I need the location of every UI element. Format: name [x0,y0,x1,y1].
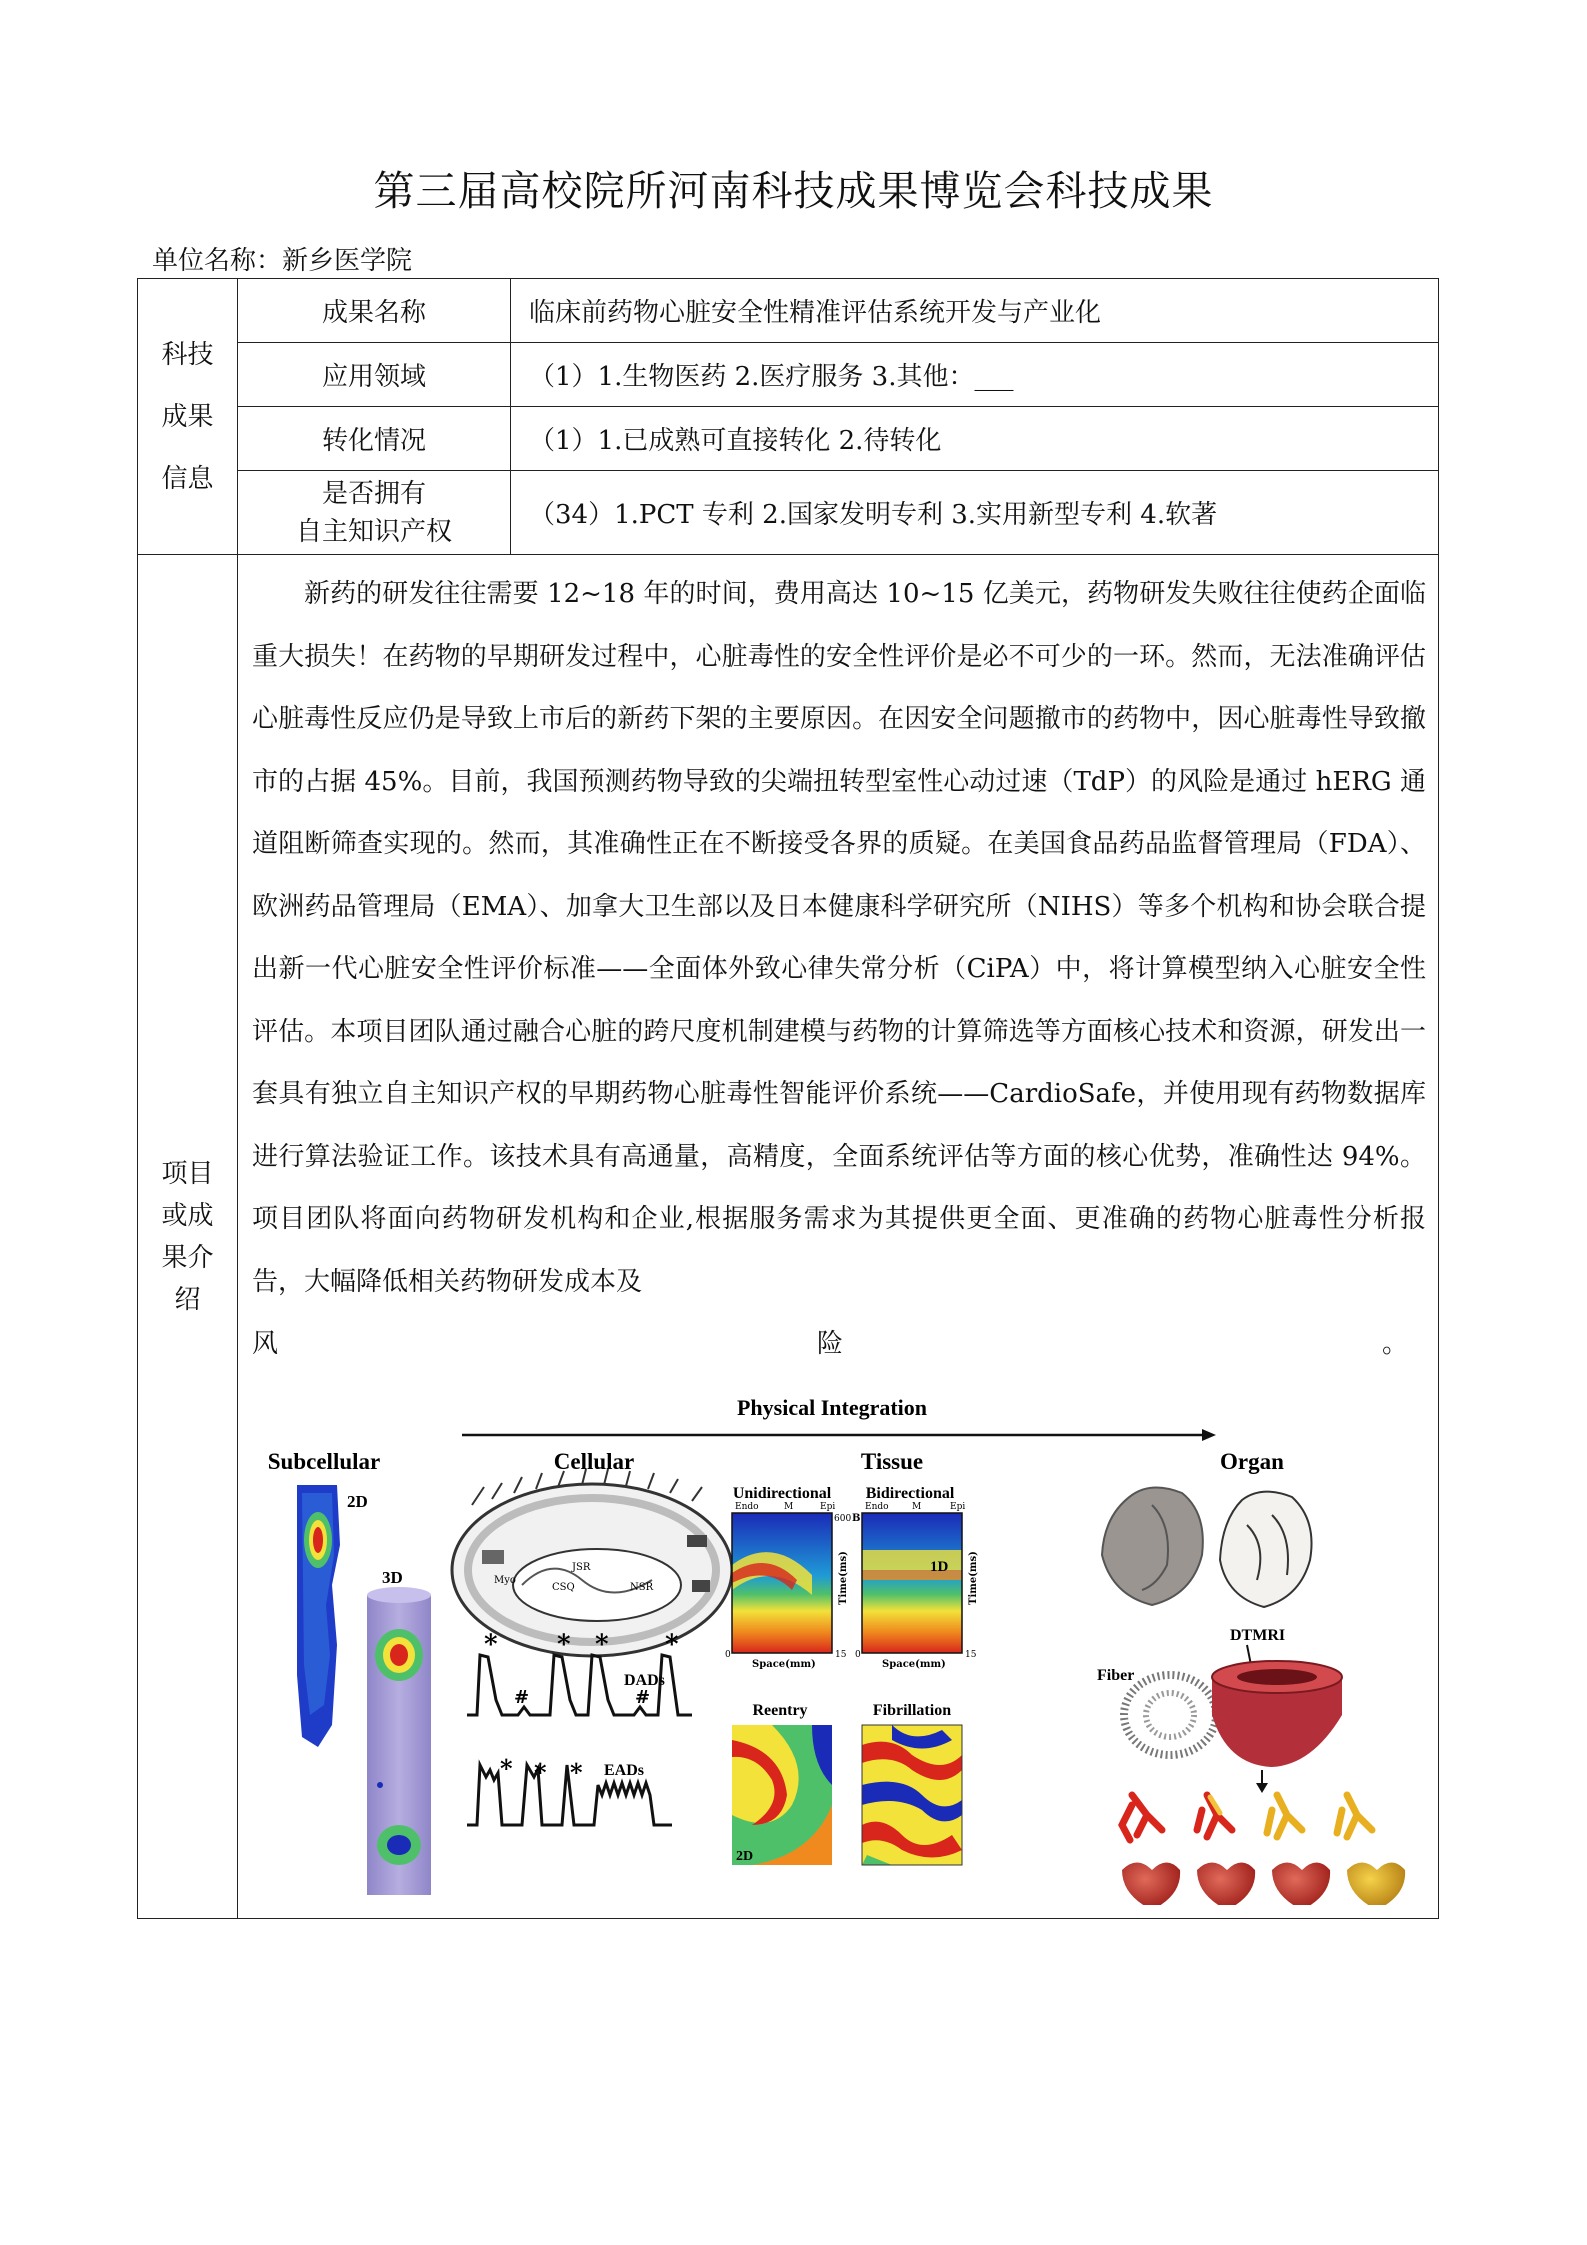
cell-schematic [452,1469,732,1656]
bidirectional-title: Bidirectional [865,1485,955,1502]
cell-label-csq: CSQ [552,1582,575,1593]
reentry-title: Reentry [752,1702,808,1719]
action-potential-traces [467,1630,692,1825]
bi-zero: 0 [855,1650,861,1660]
uni-m-label: M [784,1502,794,1512]
ap-hash-1: # [514,1687,530,1708]
intro-last-line [252,1313,1426,1375]
intro-last-char-3: 。 [1381,1329,1408,1359]
uni-zero: 0 [725,1650,731,1660]
reentry-2d-label: 2D [736,1849,754,1864]
intro-cell [238,555,1439,1919]
bi-endo-label: Endo [865,1502,889,1512]
subcellular-3d-model [367,1568,431,1895]
cell-label-jsr: JSR [572,1562,591,1573]
subcellular-2d-label: 2D [347,1492,368,1511]
cell-label-nsr: NSR [630,1582,654,1593]
multiscale-heart-model-figure [252,1385,1412,1905]
uni-600: 600 [834,1514,852,1524]
fiber-label: Fiber [1097,1667,1135,1684]
bi-fifteen: 15 [965,1650,977,1660]
ap-star-1: * [484,1630,498,1660]
figure-arrow-label: Physical Integration [736,1395,928,1420]
ap-star-5: * [500,1754,513,1783]
bi-space-axis: Space(mm) [882,1659,946,1670]
tissue-bidirectional-panel [852,1485,979,1670]
uni-fifteen: 15 [835,1650,847,1660]
result-name-value: 临床前药物心脏安全性精准评估系统开发与产业化 [511,279,1439,343]
organ-small-hearts [1122,1863,1405,1906]
results-table [137,278,1439,1919]
result-name-label: 成果名称 [238,279,511,343]
organ-fiber-dtmri [1097,1627,1342,1793]
scale-subcellular: Subcellular [267,1449,381,1474]
ip-value: （34）1.PCT 专利 2.国家发明专利 3.实用新型专利 4.软著 [511,471,1439,555]
transfer-status-label: 转化情况 [238,407,511,471]
intro-side-label-1: 项目 [161,1158,214,1189]
tissue-reentry-panel [732,1702,832,1865]
intro-side-label-3: 果介 [161,1242,214,1273]
intro-paragraph: 新药的研发往往需要 12~18 年的时间，费用高达 10~15 亿美元，药物研发失败往往使药企面临重大损失！在药物的早期研发过程中，心脏毒性的安全性评价是必不可少的一环。然而，无法准确评估心脏毒性反应仍是导致上市后的新药下架的主要原因。在因安全问题撤市的药物中，因心脏毒性导致撤市的占据 45%。目前，我国预测药物导致的尖端扭转型室性心动过速（TdP）的风险是通过 hERG 通道阻断筛查实现的。然而，其准确性正在不断接受各界的质疑。在美国食品药品监督管理局（FDA）、欧洲药品管理局（EMA）、加拿大卫生部以及日本健康科学研究所（NIHS）等多个机构和协会联合提出新一代心脏安全性评价标准——全面体外致心律失常分析（CiPA）中，将计算模型纳入心脏安全性评估。本项目团队通过融合心脏的跨尺度机制建模与药物的计算筛选等方面核心技术和资源，研发出一套具有独立自主知识产权的早期药物心脏毒性智能评价系统——CardioSafe，并使用现有药物数据库进行算法验证工作。该技术具有高通量，高精度，全面系统评估等方面的核心优势，准确性达 94%。项目团队将面向药物研发机构和企业,根据服务需求为其提供更全面、更准确的药物心脏毒性分析报告，大幅降低相关药物研发成本及 [252,579,1426,1297]
ap-hash-2: # [635,1687,651,1708]
intro-side-label [138,555,238,1919]
organ-conduction-trees [1122,1795,1372,1840]
ap-star-2: * [557,1630,571,1660]
dtmri-label: DTMRI [1230,1627,1286,1644]
integration-arrow-head [1202,1429,1216,1441]
unit-name-line: 单位名称：新乡医学院 [152,246,413,276]
eads-label: EADs [604,1762,645,1779]
tissue-fibrillation-panel [862,1702,962,1865]
ip-label-line1: 是否拥有 [321,478,426,509]
scale-tissue: Tissue [860,1449,924,1474]
bi-time-axis: Time(ms) [968,1551,979,1605]
uni-endo-label: Endo [735,1502,759,1512]
page-title: 第三届高校院所河南科技成果博览会科技成果 [373,167,1214,215]
ip-label [238,471,511,555]
tissue-unidirectional-panel [725,1485,851,1670]
uni-time-axis: Time(ms) [838,1551,849,1605]
intro-last-char-1: 风 [252,1329,279,1359]
info-side-label [138,279,238,555]
fibrillation-title: Fibrillation [872,1702,952,1719]
intro-side-label-4: 绍 [174,1284,201,1315]
subcellular-3d-label: 3D [382,1568,403,1587]
application-field-label: 应用领域 [238,343,511,407]
intro-side-label-2: 或成 [161,1200,214,1231]
bi-m-label: M [912,1502,922,1512]
application-field-value: （1）1.生物医药 2.医疗服务 3.其他：___ [511,343,1439,407]
cell-label-myo: Myo [494,1575,516,1586]
organ-anatomy-models [1102,1487,1312,1607]
ap-star-6: * [534,1758,547,1787]
info-side-label-2: 成果 [161,401,214,432]
bi-b-label: B [852,1513,861,1524]
subcellular-2d-model [297,1485,368,1747]
ap-star-4: * [665,1630,679,1660]
info-side-label-3: 信息 [161,463,214,494]
ip-label-line2: 自主知识产权 [295,516,452,547]
uni-epi-label: Epi [820,1502,836,1512]
uni-space-axis: Space(mm) [752,1659,816,1670]
unidirectional-title: Unidirectional [732,1485,832,1502]
ap-star-3: * [595,1630,609,1660]
intro-last-char-2: 险 [816,1329,843,1359]
transfer-status-value: （1）1.已成熟可直接转化 2.待转化 [511,407,1439,471]
bi-epi-label: Epi [950,1502,966,1512]
info-side-label-1: 科技 [161,339,214,370]
ap-star-7: * [570,1758,583,1787]
scale-organ: Organ [1220,1449,1284,1474]
bi-1d-label: 1D [930,1559,949,1575]
scale-cellular: Cellular [553,1449,635,1474]
dads-label: DADs [624,1672,665,1689]
